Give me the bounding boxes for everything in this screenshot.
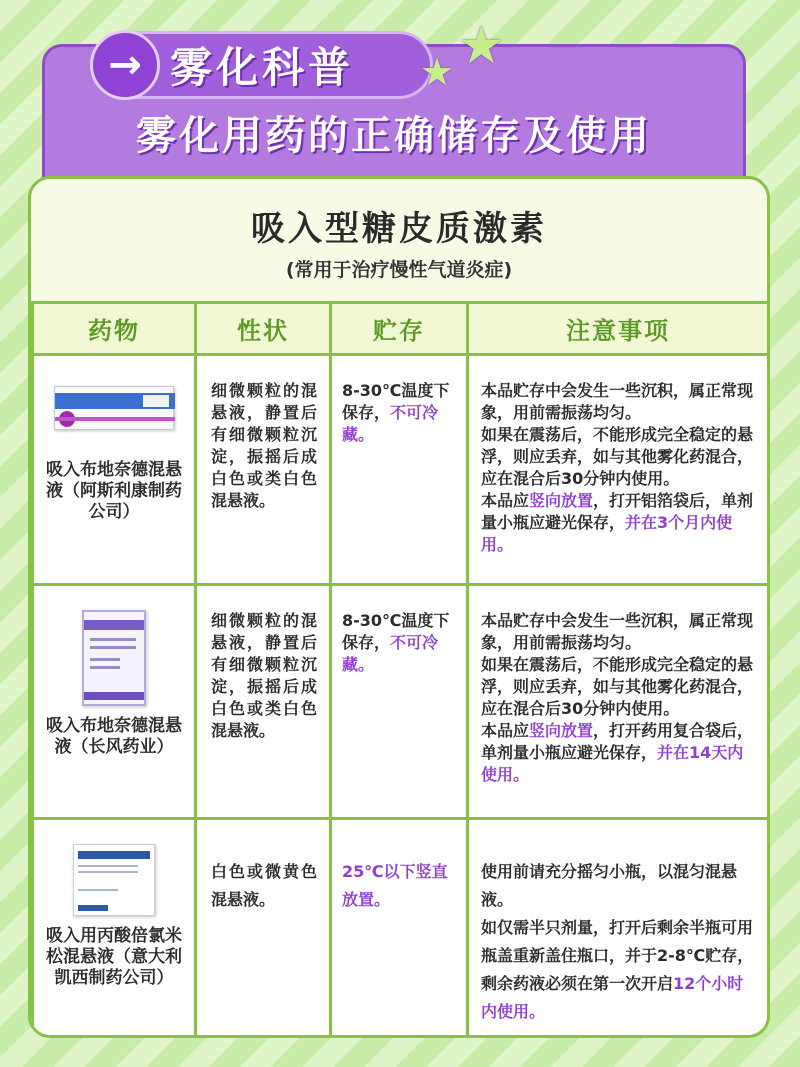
star-icon: ★ bbox=[420, 50, 455, 94]
table-row bbox=[33, 585, 769, 819]
drug-table bbox=[31, 301, 770, 1038]
note-line: 本品应竖向放置，打开铝箔袋后，单剂量小瓶应避光保存，并在3个月内使用。 bbox=[481, 491, 754, 554]
note-highlight: 并在3个月内使用。 bbox=[481, 513, 733, 554]
notes-cell bbox=[468, 585, 769, 819]
table-row bbox=[33, 355, 769, 585]
property-cell: 细微颗粒的混悬液，静置后有细微颗粒沉淀，振摇后成白色或类白色混悬液。 bbox=[196, 355, 331, 585]
storage-highlight: 不可冷藏。 bbox=[342, 633, 439, 674]
note-line: 如果在震荡后，不能形成完全稳定的悬浮，则应丢弃，如与其他雾化药混合，应在混合后30分钟内使用。 bbox=[481, 425, 754, 488]
drug-name: 吸入用丙酸倍氯米松混悬液（意大利凯西制药公司） bbox=[46, 926, 182, 988]
drug-name: 吸入布地奈德混悬液（阿斯利康制药公司） bbox=[46, 460, 182, 522]
drug-cell bbox=[33, 585, 196, 819]
note-line: 使用前请充分摇匀小瓶，以混匀混悬液。 bbox=[481, 862, 738, 909]
header-storage: 贮存 bbox=[331, 303, 468, 355]
header-notes: 注意事项 bbox=[468, 303, 769, 355]
card-subtitle: (常用于治疗慢性气道炎症) bbox=[285, 259, 513, 281]
table-row bbox=[33, 819, 769, 1039]
note-highlight: 竖向放置 bbox=[529, 491, 594, 510]
table-header-row bbox=[33, 303, 769, 355]
card-title: 吸入型糖皮质激素 bbox=[251, 209, 547, 249]
storage-cell bbox=[331, 355, 468, 585]
note-line: 如果在震荡后，不能形成完全稳定的悬浮，则应丢弃，如与其他雾化药混合，应在混合后30分钟内使用。 bbox=[481, 655, 754, 718]
note-line: 如仅需半只剂量，打开后剩余半瓶可用瓶盖重新盖住瓶口，并于2-8℃贮存，剩余药液必须在第一次开启12个小时内使用。 bbox=[481, 918, 754, 1021]
note-line: 本品应竖向放置，打开药用复合袋后，单剂量小瓶应避光保存，并在14天内使用。 bbox=[481, 721, 754, 784]
note-highlight: 竖向放置 bbox=[529, 721, 594, 740]
drug-cell bbox=[33, 819, 196, 1039]
property-cell: 细微颗粒的混悬液，静置后有细微颗粒沉淀，振摇后成白色或类白色混悬液。 bbox=[196, 585, 331, 819]
drug-name: 吸入布地奈德混悬液（长风药业） bbox=[46, 716, 182, 757]
storage-text: 8-30℃温度下保存， bbox=[342, 611, 450, 652]
notes-cell bbox=[468, 355, 769, 585]
notes-cell bbox=[468, 819, 769, 1039]
property-cell: 白色或微黄色混悬液。 bbox=[196, 819, 331, 1039]
storage-cell: 25℃以下竖直放置。 bbox=[331, 819, 468, 1039]
topic-label: 雾化科普 bbox=[170, 43, 355, 92]
package-image-budesonide-az bbox=[54, 386, 174, 430]
note-highlight: 并在14天内使用。 bbox=[481, 743, 744, 784]
storage-text: 8-30℃温度下保存， bbox=[342, 381, 450, 422]
topic-pill bbox=[100, 34, 430, 96]
note-line: 本品贮存中会发生一些沉积，属正常现象，用前需振荡均匀。 bbox=[481, 611, 754, 652]
header-property: 性状 bbox=[196, 303, 331, 355]
content-card bbox=[28, 176, 770, 1038]
drug-cell bbox=[33, 355, 196, 585]
header-drug: 药物 bbox=[33, 303, 196, 355]
arrow-right-icon: → bbox=[90, 30, 160, 100]
star-icon-large: ★ bbox=[458, 16, 505, 76]
package-image-beclomethasone bbox=[73, 844, 155, 916]
note-highlight: 12个小时内使用。 bbox=[481, 974, 744, 1021]
storage-highlight: 不可冷藏。 bbox=[342, 403, 439, 444]
storage-cell bbox=[331, 585, 468, 819]
package-image-budesonide-cf bbox=[82, 610, 146, 706]
note-line: 本品贮存中会发生一些沉积，属正常现象，用前需振荡均匀。 bbox=[481, 381, 754, 422]
page-title: 雾化用药的正确储存及使用 bbox=[136, 113, 652, 159]
